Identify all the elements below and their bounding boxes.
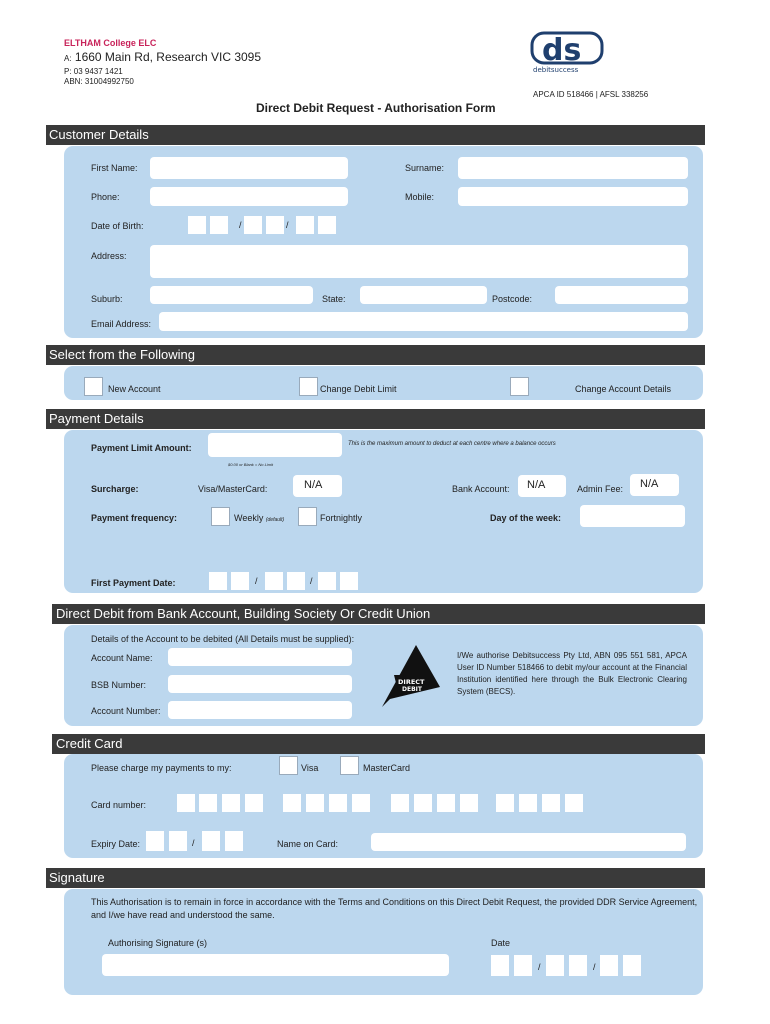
customer-details-heading: Customer Details	[46, 125, 705, 145]
org-address	[64, 50, 261, 64]
bank-details-label: Details of the Account to be debited (All Details must be supplied):	[91, 634, 355, 644]
first-date-day-2[interactable]	[231, 572, 249, 590]
account-name-input[interactable]	[168, 648, 352, 666]
visa-mc-label: Visa/MasterCard:	[198, 484, 268, 494]
mobile-label: Mobile:	[405, 192, 435, 202]
org-name: ELTHAM College ELC	[64, 38, 157, 48]
bank-account-fee-label: Bank Account:	[452, 484, 510, 494]
mastercard-checkbox[interactable]	[340, 756, 359, 775]
payment-limit-label: Payment Limit Amount:	[91, 443, 192, 453]
new-account-label: New Account	[108, 384, 161, 394]
direct-debit-logo-icon	[380, 643, 442, 709]
card-digit-6[interactable]	[306, 794, 324, 812]
change-debit-checkbox[interactable]	[299, 377, 318, 396]
dob-year-2[interactable]	[318, 216, 336, 234]
new-account-checkbox[interactable]	[84, 377, 103, 396]
dob-day-2[interactable]	[210, 216, 228, 234]
card-digit-1[interactable]	[177, 794, 195, 812]
admin-fee-field[interactable]	[630, 474, 679, 496]
sig-date-day-1[interactable]	[491, 955, 509, 976]
postcode-input[interactable]	[555, 286, 688, 304]
card-digit-12[interactable]	[460, 794, 478, 812]
card-digit-5[interactable]	[283, 794, 301, 812]
dob-label: Date of Birth:	[91, 221, 144, 231]
card-digit-14[interactable]	[519, 794, 537, 812]
card-digit-13[interactable]	[496, 794, 514, 812]
account-number-label: Account Number:	[91, 706, 161, 716]
card-digit-4[interactable]	[245, 794, 263, 812]
change-details-label: Change Account Details	[575, 384, 672, 394]
charge-label: Please charge my payments to my:	[91, 763, 232, 773]
first-date-month-2[interactable]	[287, 572, 305, 590]
sig-date-month-1[interactable]	[546, 955, 564, 976]
email-input[interactable]	[159, 312, 688, 331]
account-name-label: Account Name:	[91, 653, 153, 663]
card-digit-10[interactable]	[414, 794, 432, 812]
address-text: 1660 Main Rd, Research VIC 3095	[74, 50, 262, 64]
account-number-input[interactable]	[168, 701, 352, 719]
expiry-label: Expiry Date:	[91, 839, 141, 849]
bank-account-fee-value: N/A	[527, 479, 546, 491]
card-digit-2[interactable]	[199, 794, 217, 812]
card-number-label: Card number:	[91, 800, 147, 810]
weekly-note: (default)	[265, 517, 285, 523]
form-title: Direct Debit Request - Authorisation Form	[256, 101, 496, 115]
change-details-checkbox[interactable]	[510, 377, 529, 396]
surname-label: Surname:	[405, 163, 445, 173]
payment-heading: Payment Details	[46, 409, 705, 429]
weekly-text: Weekly	[234, 513, 264, 523]
change-debit-label: Change Debit Limit	[320, 384, 397, 394]
surname-input[interactable]	[458, 157, 688, 179]
first-payment-date-label: First Payment Date:	[91, 578, 176, 588]
frequency-label: Payment frequency:	[91, 513, 178, 523]
card-digit-8[interactable]	[352, 794, 370, 812]
select-heading: Select from the Following	[46, 345, 705, 365]
expiry-year-2[interactable]	[225, 831, 243, 851]
phone-label: Phone:	[91, 192, 120, 202]
dd-logo-line1: DIRECT	[398, 678, 425, 686]
address-prefix: A:	[64, 54, 72, 63]
day-of-week-label: Day of the week:	[490, 513, 562, 523]
debitsuccess-logo	[530, 30, 610, 75]
org-abn: ABN: 31004992750	[64, 77, 134, 86]
admin-fee-label: Admin Fee:	[577, 484, 624, 494]
ds-logo-icon	[530, 30, 610, 75]
expiry-month-1[interactable]	[146, 831, 164, 851]
dd-logo-line2: DEBIT	[402, 686, 422, 693]
first-date-year-2[interactable]	[340, 572, 358, 590]
visa-mc-field[interactable]	[293, 475, 342, 497]
address-label: Address:	[91, 251, 127, 261]
bsb-input[interactable]	[168, 675, 352, 693]
signature-date-label: Date	[491, 938, 511, 948]
card-digit-11[interactable]	[437, 794, 455, 812]
sig-date-day-2[interactable]	[514, 955, 532, 976]
weekly-label	[234, 513, 284, 523]
dob-day-1[interactable]	[188, 216, 206, 234]
dob-slash-1: /	[239, 220, 242, 230]
first-name-input[interactable]	[150, 157, 348, 179]
visa-mc-value: N/A	[304, 479, 323, 491]
postcode-label: Postcode:	[492, 294, 533, 304]
phone-input[interactable]	[150, 187, 348, 206]
sig-date-year-2[interactable]	[623, 955, 641, 976]
suburb-input[interactable]	[150, 286, 313, 304]
bank-heading: Direct Debit from Bank Account, Building Society Or Credit Union	[52, 604, 705, 624]
card-digit-3[interactable]	[222, 794, 240, 812]
dob-month-2[interactable]	[266, 216, 284, 234]
expiry-month-2[interactable]	[169, 831, 187, 851]
state-label: State:	[322, 294, 346, 304]
bsb-label: BSB Number:	[91, 680, 147, 690]
first-name-label: First Name:	[91, 163, 138, 173]
weekly-checkbox[interactable]	[211, 507, 230, 526]
suburb-label: Suburb:	[91, 294, 123, 304]
credit-card-heading: Credit Card	[52, 734, 705, 754]
email-label: Email Address:	[91, 319, 152, 329]
auth-signature-label: Authorising Signature (s)	[108, 938, 208, 948]
logo-text: ds	[542, 33, 582, 68]
signature-heading: Signature	[46, 868, 705, 888]
first-date-day-1[interactable]	[209, 572, 227, 590]
sig-date-month-2[interactable]	[569, 955, 587, 976]
surcharge-label: Surcharge:	[91, 484, 139, 494]
day-of-week-input[interactable]	[580, 505, 685, 527]
bank-authorise-text: I/We authorise Debitsuccess Pty Ltd, ABN 095 551 581, APCA User ID Number 518466 to debit my/our account at the Financial Institution identified here through the Bulk Electronic Clearing System (BECS).	[457, 651, 687, 696]
first-date-slash-2: /	[310, 576, 313, 586]
mastercard-label: MasterCard	[363, 763, 411, 773]
card-digit-16[interactable]	[565, 794, 583, 812]
card-digit-7[interactable]	[329, 794, 347, 812]
expiry-year-1[interactable]	[202, 831, 220, 851]
mobile-input[interactable]	[458, 187, 688, 206]
dob-month-1[interactable]	[244, 216, 262, 234]
first-date-slash-1: /	[255, 576, 258, 586]
address-input[interactable]	[150, 245, 688, 278]
payment-limit-sub: $0.00 or Blank = No Limit	[228, 462, 274, 467]
name-on-card-label: Name on Card:	[277, 839, 339, 849]
org-phone: P: 03 9437 1421	[64, 67, 123, 76]
first-date-year-1[interactable]	[318, 572, 336, 590]
card-digit-15[interactable]	[542, 794, 560, 812]
direct-debit-logo	[380, 643, 442, 709]
sig-date-slash-1: /	[538, 962, 541, 972]
name-on-card-input[interactable]	[371, 833, 686, 851]
apca-info: APCA ID 518466 | AFSL 338256	[533, 90, 649, 99]
visa-label: Visa	[301, 763, 319, 773]
logo-sub: debitsuccess	[533, 66, 579, 74]
auth-signature-input[interactable]	[102, 954, 449, 976]
state-input[interactable]	[360, 286, 487, 304]
select-panel	[64, 366, 703, 400]
admin-fee-value: N/A	[640, 478, 659, 490]
dob-year-1[interactable]	[296, 216, 314, 234]
sig-date-year-1[interactable]	[600, 955, 618, 976]
payment-limit-note: This is the maximum amount to deduct at each centre where a balance occurs	[348, 441, 556, 447]
signature-text: This Authorisation is to remain in force in accordance with the Terms and Conditions on this Direct Debit Request, the provided DDR Service Agreement, and I/we have read and understood the same.	[91, 897, 698, 920]
sig-date-slash-2: /	[593, 962, 596, 972]
card-digit-9[interactable]	[391, 794, 409, 812]
fortnightly-label: Fortnightly	[320, 513, 363, 523]
payment-limit-input[interactable]	[208, 433, 342, 457]
dob-slash-2: /	[286, 220, 289, 230]
visa-checkbox[interactable]	[279, 756, 298, 775]
first-date-month-1[interactable]	[265, 572, 283, 590]
fortnightly-checkbox[interactable]	[298, 507, 317, 526]
bank-account-fee-field[interactable]	[518, 475, 566, 497]
expiry-slash: /	[192, 838, 195, 848]
